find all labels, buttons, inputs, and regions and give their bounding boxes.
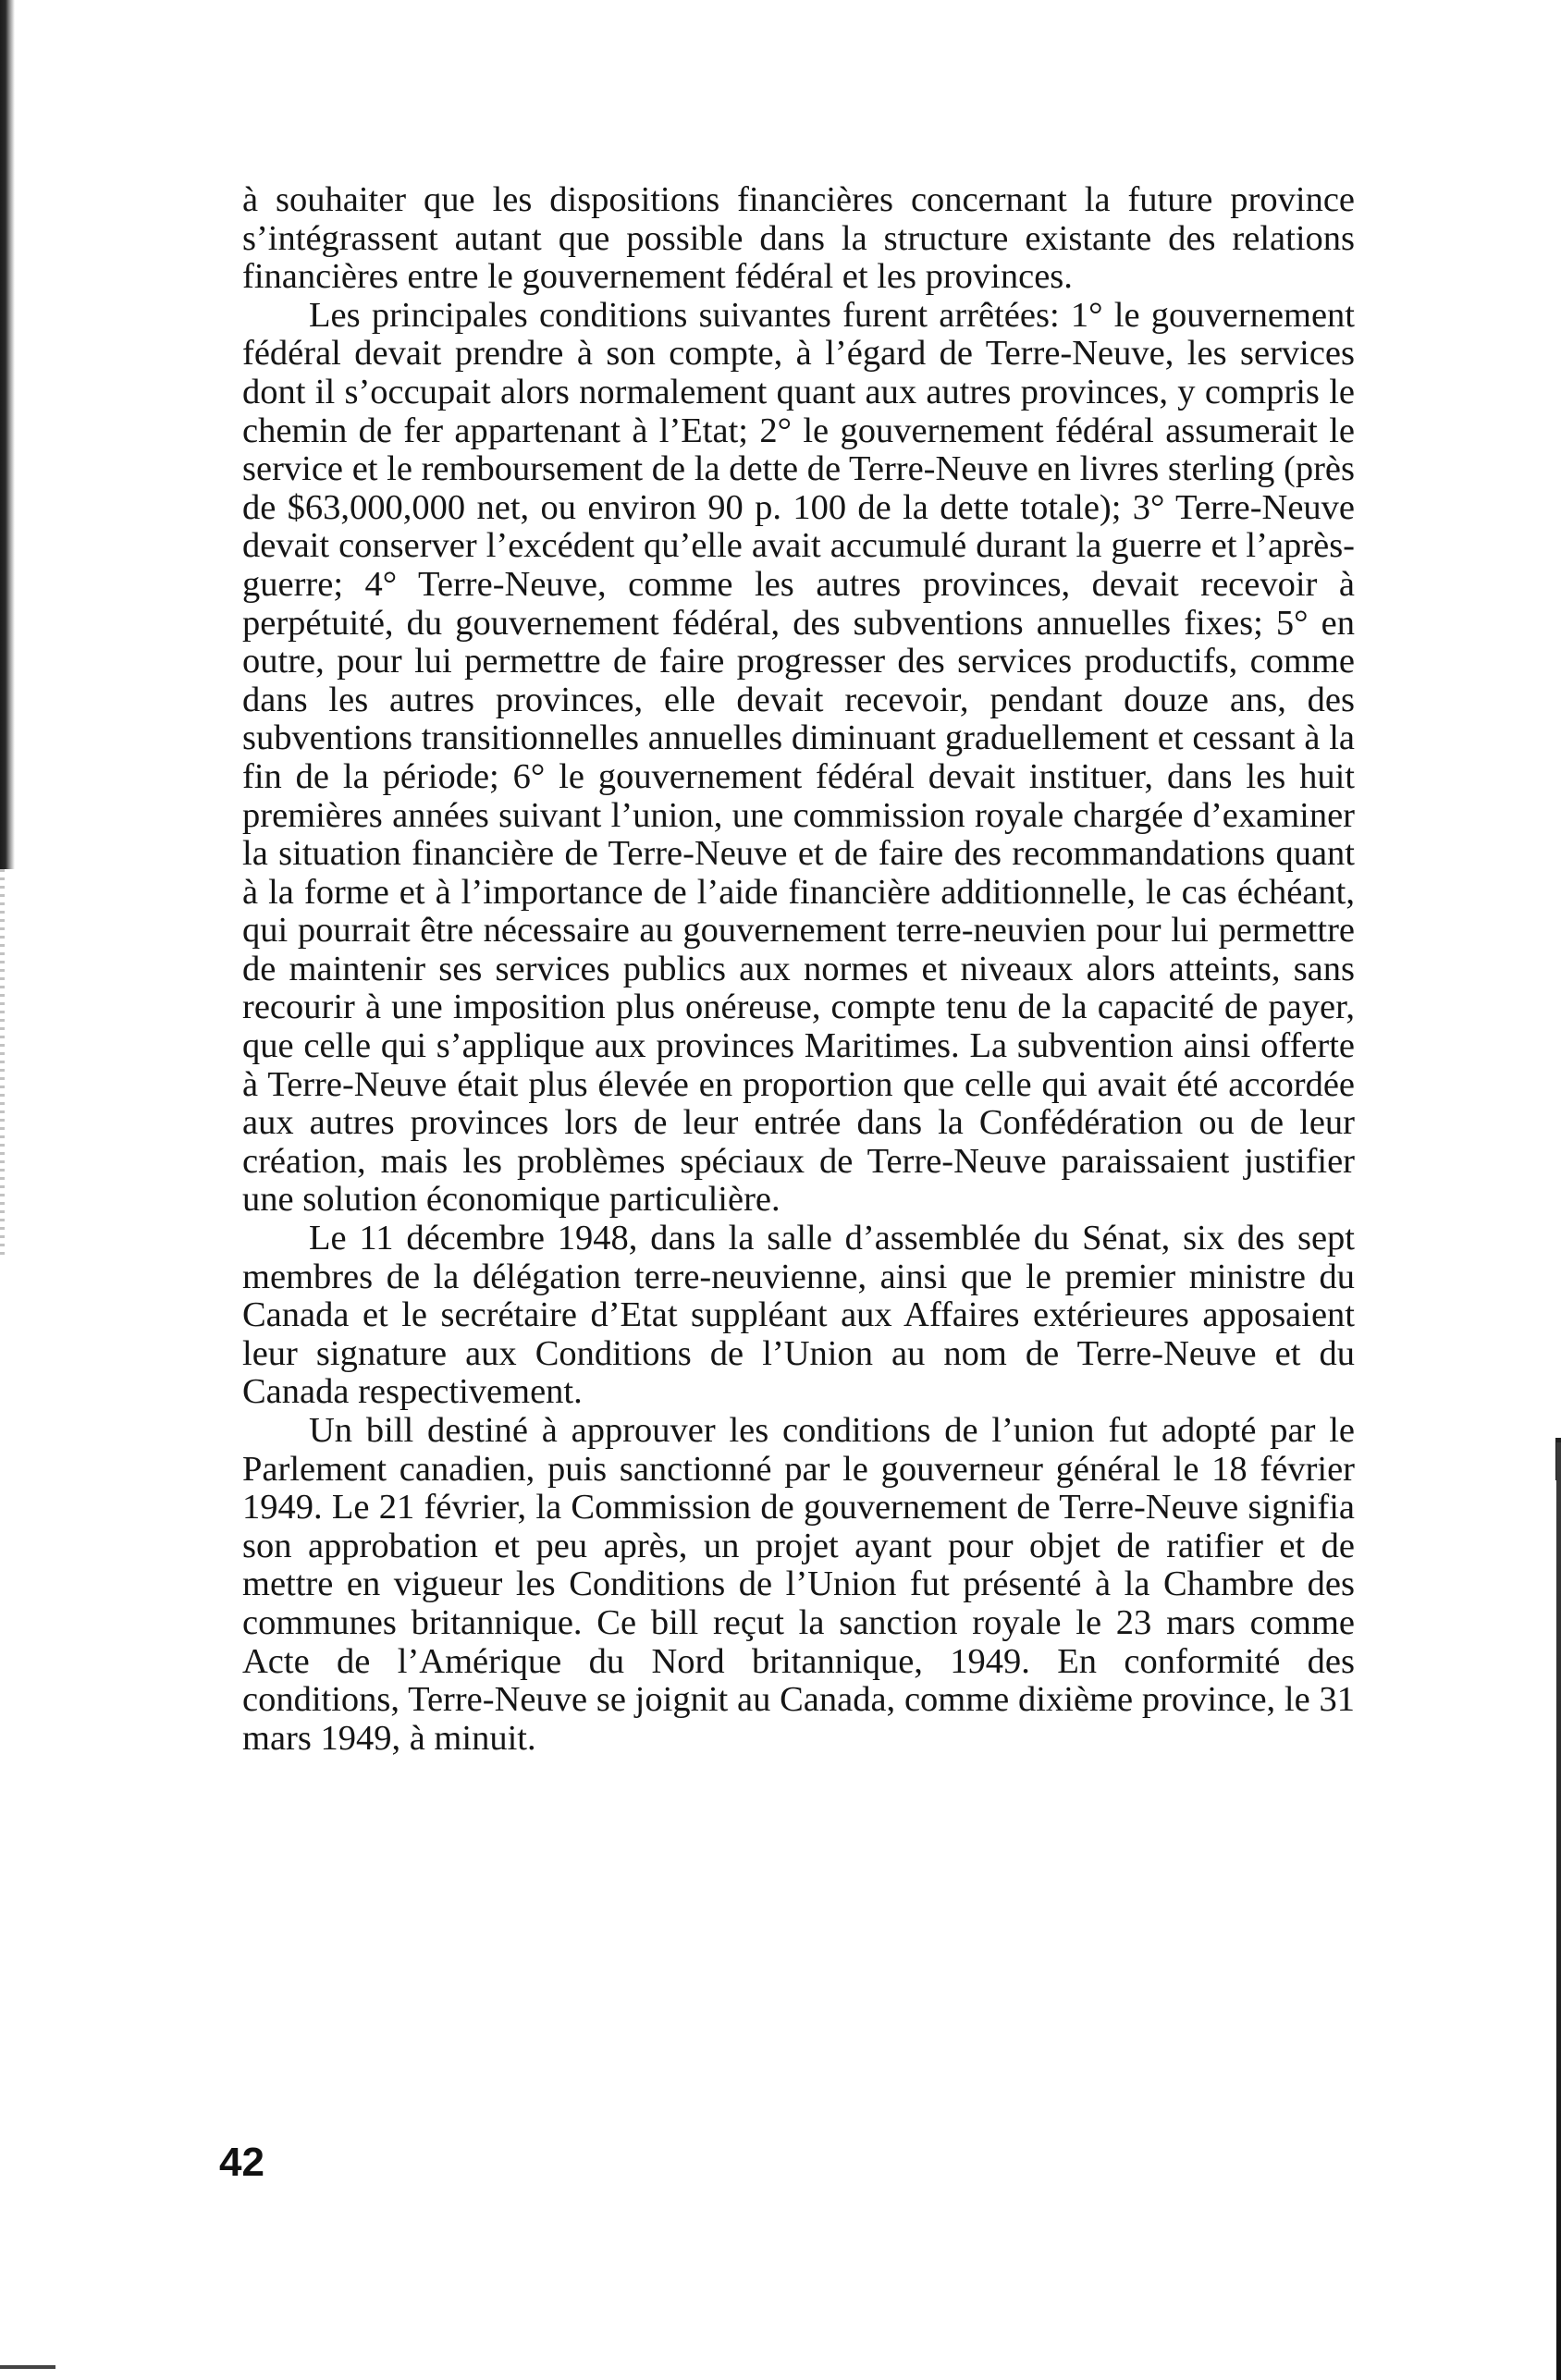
page-number: 42 (219, 2140, 264, 2185)
paragraph-bill: Un bill destiné à approuver les conditions de l’union fut adopté par le Parlement canadien, puis sanctionné par le gouverneur général le 18 février 1949. Le 21 février, la Commission de gouvernement de Terre-Neuve signifia son approbation et peu après, un projet ayant pour objet de ratifier et de mettre en vigueur les Conditions de l’Union fut présenté à la Chambre des communes britannique. Ce bill reçut la sanction royale le 23 mars comme Acte de l’Amérique du Nord britannique, 1949. En conformité des conditions, Terre-Neuve se joignit au Canada, comme dixième province, le 31 mars 1949, à minuit. (242, 1411, 1355, 1758)
binding-edge-shadow (0, 0, 15, 869)
paragraph-continuation: à souhaiter que les dispositions financières concernant la future province s’intégrassent autant que possible dans la structure existante des relations financières entre le gouvernement fédéral et les provinces. (242, 180, 1355, 297)
paragraph-conditions: Les principales conditions suivantes furent arrêtées: 1° le gouvernement fédéral devait prendre à son compte, à l’égard de Terre-Neuve, les services dont il s’occupait alors normalement quant aux autres provinces, y compris le chemin de fer appartenant à l’Etat; 2° le gouvernement fédéral assumerait le service et le remboursement de la dette de Terre-Neuve en livres sterling (près de $63,000,000 net, ou environ 90 p. 100 de la dette totale); 3° Terre-Neuve devait conserver l’excédent qu’elle avait accumulé durant la guerre et l’après-guerre; 4° Terre-Neuve, comme les autres provinces, devait recevoir à perpétuité, du gouvernement fédéral, des subventions annuelles fixes; 5° en outre, pour lui permettre de faire progresser des services productifs, comme dans les autres provinces, elle devait recevoir, pendant douze ans, des subventions transitionnelles annuelles diminuant graduellement et cessant à la fin de la période; 6° le gouvernement fédéral devait instituer, dans les huit premières années suivant l’union, une commission royale chargée d’examiner la situation financière de Terre-Neuve et de faire des recommandations quant à la forme et à l’importance de l’aide financière additionnelle, le cas échéant, qui pourrait être nécessaire au gouvernement terre-neuvien pour lui permettre de maintenir ses services publics aux normes et niveaux alors atteints, sans recourir à une imposition plus onéreuse, compte tenu de la capacité de payer, que celle qui s’applique aux provinces Maritimes. La subvention ainsi offerte à Terre-Neuve était plus élevée en proportion que celle qui avait été accordée aux autres provinces lors de leur entrée dans la Confédération ou de leur création, mais les problèmes spéciaux de Terre-Neuve paraissaient justifier une solution économique particulière. (242, 295, 1355, 1220)
body-text (242, 181, 1355, 1758)
bottom-left-scan-mark (0, 2365, 55, 2369)
paragraph-signature: Le 11 décembre 1948, dans la salle d’assemblée du Sénat, six des sept membres de la délégation terre-neuvienne, ainsi que le premier ministre du Canada et le secrétaire d’Etat suppléant aux Affaires extérieures apposaient leur signature aux Conditions de l’Union au nom de Terre-Neuve et du Canada respectivement. (242, 1219, 1355, 1412)
binding-edge-marks (0, 869, 5, 1257)
right-edge-shadow (1556, 1442, 1561, 2380)
